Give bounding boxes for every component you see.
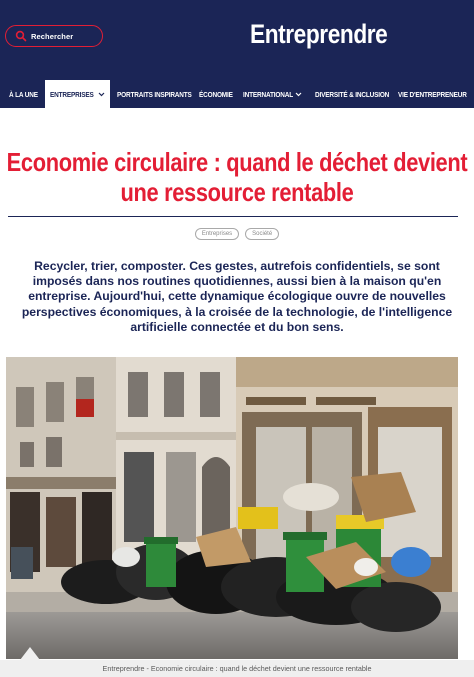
nav-item-economie[interactable]: [199, 80, 238, 108]
chevron-down-icon: [98, 92, 105, 97]
nav-item-label: VIE D'ENTREPRENEUR: [398, 89, 467, 99]
search-button[interactable]: [5, 25, 103, 47]
nav-item-entreprises[interactable]: [45, 80, 110, 108]
article-title: [0, 147, 474, 207]
tag-entreprises[interactable]: Entreprises: [195, 228, 239, 240]
main-nav: [0, 80, 474, 108]
nav-item-portraits-inspirants[interactable]: [117, 80, 204, 108]
nav-item-vie-d-entrepreneur[interactable]: [398, 80, 474, 108]
article-tags: [0, 228, 474, 240]
nav-item-a-la-une[interactable]: [9, 80, 43, 108]
street-garbage-photo-icon: [6, 357, 458, 659]
nav-item-international[interactable]: [243, 80, 302, 108]
title-divider: [8, 216, 458, 217]
caption-notch: [20, 647, 40, 660]
nav-item-label: INTERNATIONAL: [243, 89, 293, 99]
search-button-label: Rechercher: [31, 31, 74, 41]
article-title-line-2: une ressource rentable: [120, 177, 354, 207]
article-title-line-1: Economie circulaire : quand le déchet devient: [6, 147, 468, 177]
nav-item-label: ENTREPRISES: [50, 89, 94, 99]
site-logo[interactable]: Entreprendre: [250, 19, 388, 49]
nav-item-diversite-inclusion[interactable]: [315, 80, 401, 108]
site-header: [0, 0, 474, 80]
tag-societe[interactable]: Société: [245, 228, 279, 240]
nav-item-label: PORTRAITS INSPIRANTS: [117, 89, 192, 99]
article-lead: Recycler, trier, composter. Ces gestes, autrefois confidentiels, se sont imposés dans nos routines quotidiennes, aussi bien à la maison qu'en entreprise. Aujourd'hui, cette dynamique écologique ouvre de nouvelles perspectives économiques, à la croisée de la technologie, de l'intelligence artificielle connectée et du bon sens.: [21, 259, 453, 334]
nav-item-label: ÉCONOMIE: [199, 89, 233, 99]
image-caption: Entreprendre - Economie circulaire : quand le déchet devient une ressource rentable: [0, 660, 474, 677]
nav-item-label: À LA UNE: [9, 89, 38, 99]
article-image: [6, 357, 458, 659]
search-icon: [15, 30, 27, 42]
chevron-down-icon: [295, 92, 302, 97]
nav-item-label: DIVERSITÉ & INCLUSION: [315, 89, 390, 99]
